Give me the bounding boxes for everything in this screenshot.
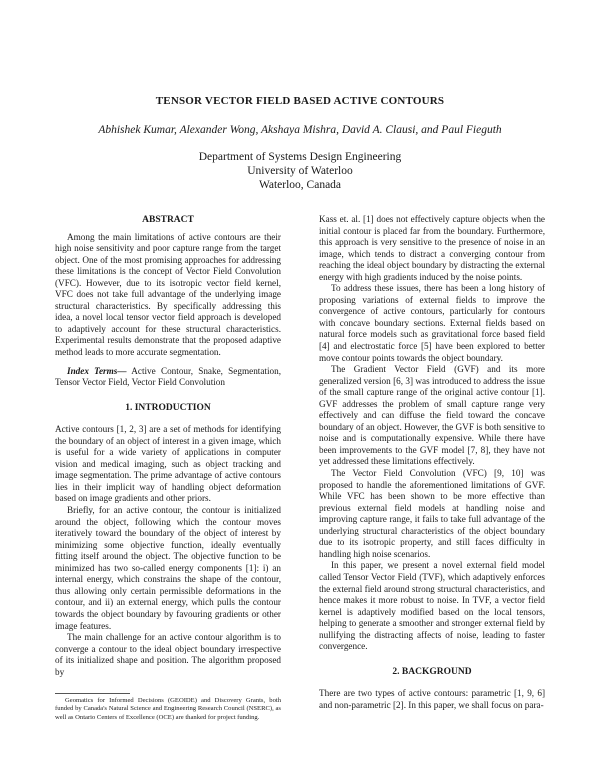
introduction-heading: 1. INTRODUCTION [125, 402, 211, 413]
department: Department of Systems Design Engineering [198, 151, 402, 163]
right-paragraph-2: To address these issues, there has been a long history of proposing variations of external fields to improve the convergence of active contours, particularly for contours with concave boundary sections. External fields based on natural force models such as gravitational force based field [4] and electrostatic force [5] have been explored to better move contour points towards the object boundary. [319, 283, 545, 363]
right-paragraph-3: The Gradient Vector Field (GVF) and its more generalized version [6, 3] was introduced to address the issue of the small capture range of the original active contour [1]. GVF addresses the problem of small capture range very effectively and can diffuse the field toward the concave boundary of an object. However, the GVF is both sensitive to noise and is computationally expensive. While there have been improvements to the GVF model [7, 8], they have not yet addressed these limitations effectively. [319, 364, 545, 467]
intro-paragraph-1: Active contours [1, 2, 3] are a set of methods for identifying the boundary of an object of interest in a given image, which is useful for a wide variety of applications in computer vision and medical imaging, such as object tracking and image segmentation. The prime advantage of active contours lies in their implicit way of handling object deformation based on image gradients and other priors. [55, 424, 281, 504]
intro-paragraph-2: Briefly, for an active contour, the contour is initialized around the object, following which the contour moves iteratively toward the boundary of the object of interest by minimizing some objective function, ideally eventually fitting itself around the object. The objective function to be minimized has two so-called energy components [1]: i) an internal energy, which constrains the shape of the contour, thus allowing only certain permissible deformations in the contour, and ii) an external energy, which pulls the contour towards the object boundary by favouring gradients or other image features. [55, 505, 281, 631]
location: Waterloo, Canada [258, 179, 342, 191]
abstract-text: Among the main limitations of active contours are their high noise sensitivity and poor capture range from the target object. One of the most promising approaches for addressing these limitations is the concept of Vector Field Convolution (VFC). However, due to its isotropic vector field kernel, VFC does not take full advantage of the underlying image structural characteristics. By specifically addressing this idea, a novel local tensor vector field approach is developed to adaptively account for these structural characteristics. Experimental results demonstrate that the proposed adaptive method leads to more accurate segmentation. [55, 231, 281, 358]
index-terms-text: Active Contour, Snake, Segmentation, Tensor Vector Field, Vector Field Convolution [55, 365, 282, 388]
university: University of Waterloo [247, 165, 353, 177]
background-heading: 2. BACKGROUND [392, 666, 472, 677]
author-list: Abhishek Kumar, Alexander Wong, Akshaya Mishra, David A. Clausi, and Paul Fieguth [98, 124, 502, 136]
abstract-heading: ABSTRACT [142, 215, 194, 225]
right-paragraph-1: Kass et. al. [1] does not effectively capture objects when the initial contour is placed far from the boundary. Furthermore, this approach is very sensitive to the presence of noise in an image, which tends to distract a converging contour from reaching the ideal object boundary by distracting the external energy with high gradients induced by the noise points. [319, 214, 545, 282]
right-column [319, 214, 545, 711]
index-terms [55, 366, 281, 389]
right-paragraph-4: The Vector Field Convolution (VFC) [9, 10] was proposed to handle the aforementioned limitations of GVF. While VFC has been shown to be more effective than previous external field models at handling noise and improving capture range, it fails to take full advantage of the underlying structural characteristics of the object boundary due to its isotropic property, and still faces difficulty in handling high noise scenarios. [319, 468, 545, 559]
background-paragraph-1: There are two types of active contours: parametric [1, 9, 6] and non-parametric [2]. In this paper, we shall focus on para- [319, 688, 545, 710]
footnote-divider [55, 693, 130, 694]
footnote [55, 697, 281, 722]
right-paragraph-5: In this paper, we present a novel external field model called Tensor Vector Field (TVF), which adaptively enforces the external field around strong structural characteristics, and hence makes it more robust to noise. In TVF, a vector field kernel is adaptively modified based on the local tensors, helping to generate a smoother and stronger external field by nullifying the distracting affects of noise, leading to faster convergence. [319, 560, 545, 652]
footnote-text: Geomatics for Informed Decisions (GEOIDE) and Discovery Grants, both funded by Canada's Natural Science and Engineering Research Council (NSERC), as well as Ontario Centers of Excellence (OCE) are thanked for project funding. [55, 697, 281, 721]
paper-title: TENSOR VECTOR FIELD BASED ACTIVE CONTOURS [155, 95, 445, 107]
left-column [55, 215, 281, 678]
intro-paragraph-3: The main challenge for an active contour algorithm is to converge a contour to the ideal object boundary irrespective of its initialized shape and position. The algorithm proposed by [55, 632, 281, 677]
affiliation [0, 150, 600, 192]
index-terms-label: Index Terms— [67, 365, 127, 376]
